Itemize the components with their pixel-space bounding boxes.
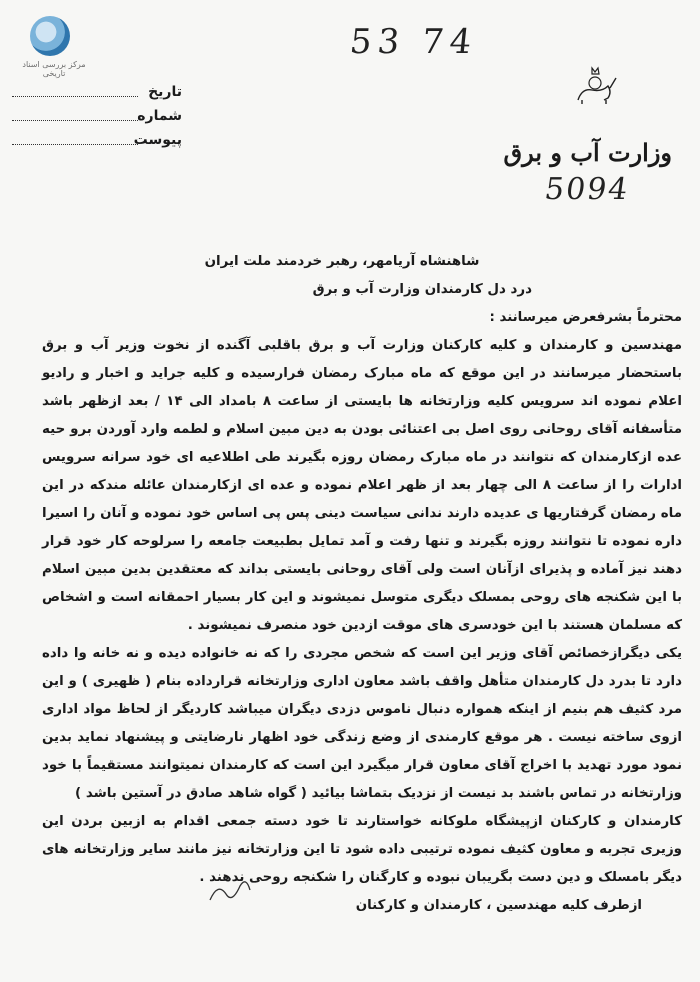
addressee-line-1: شاهنشاه آریامهر، رهبر خردمند ملت ایران: [204, 254, 480, 269]
number-line: [12, 120, 138, 121]
archive-watermark: [18, 16, 84, 76]
paragraph-1: مهندسین و کارمندان و کلیه کارکنان وزارت آب و برق باقلبی آگنده از نخوت وزیر آب و برق باستحضار میرسانند در این موقع که ماه مبارک رمضان فرارسیده و کلیه جراید و اخبار و رادیو اعلام نموده اند سرویس کلیه وزارتخانه ها بایستی از ساعت ۸ بامداد الی ۱۴ / بعد ازظهر باشد متأسفانه آقای روحانی روی اصل بی اعتنائی بودن به دین مبین اسلام و لطمه وارد آوردن برو حیه عده ازکارمندان که نتوانند در ماه مبارک رمضان روزه بگیرند طی اطلاعیه ای خود سرانه سرویس ادارات را از ساعت ۸ الی چهار بعد از ظهر اعلام نموده و عده ای ازکارمندان عائله مندکه در این ماه رمضان گرفتاریها ی عدیده دارند ندانی سیاست دینی پس پی اساس خود نموده و آنان را اسیرا داره نموده تا نتوانند روزه بگیرند و تنها رفت و آمد تمایل بطبیعت جامعه را سرلوحه کار خود قرار دهند نیز آماده و پذیرای ازآنان است ولی آقای روحانی بایستی بداند که معتقدین بدین مبین اسلام با این شکنجه های روحی بمسلک دیگری متوسل نمیشوند و این کار بسیار احمقانه است و اشخاص که مسلمان هستند با این خودسری های موقت ازدین خود منصرف نمیشوند .: [42, 338, 683, 633]
number-row: [12, 108, 182, 132]
paragraph-2: یکی دیگرازخصائص آقای وزیر این است که شخص مجردی را که نه خانواده دیده و نه خانه وا داده دارد تا بدرد دل کارمندان متأهل واقف باشد معاون اداری وزارتخانه قرارداده بنام ( ظهیری ) و این مرد کثیف هم بنیم از اینکه همواره دنبال ناموس دزدی دیگران میباشد کاردیگر از لحاظ مواد اداری ازوی ساخته نیست . هر موقع کارمندی از وضع زندگی خود اظهار نارضایتی و پیشنهاد نماید بدین نمود مورد تهدید با اخراج آقای معاون قرار میگیرد این است که کارمندان نمیتوانند مستقیماً با خود وزارتخانه در تماس باشند بد نیست از نزدیک بتماشا بیائید ( گواه شاهد صادق در آستین باشد ): [42, 646, 682, 801]
attachment-row: [12, 132, 182, 156]
attachment-label: پیوست: [133, 132, 182, 148]
number-label: شماره: [137, 108, 182, 124]
handwritten-top-number: 53 74: [347, 22, 480, 62]
lion-and-sun-emblem-icon: [572, 66, 618, 106]
ministry-title: وزارت آب و برق: [503, 138, 672, 167]
date-line: [12, 96, 138, 97]
date-label: تاریخ: [148, 84, 182, 100]
salutation: محترماً بشرفعرض میرسانند :: [489, 310, 682, 325]
attachment-line: [12, 144, 138, 145]
archive-center-logo-icon: [30, 16, 70, 56]
paragraph-3: کارمندان و کارکنان ازپیشگاه ملوکانه خواستارند تا خود دسته جمعی اقدام به ازبین بردن این وزیری تجربه و معاون کثیف نموده ترتیبی داده شود تا این وزارتخانه نیز مانند سایر وزارتخانه های دیگر بامسلک و دین دست بگریبان نبوده و کارگنان را شکنجه روحی ندهند .: [42, 814, 682, 885]
handwritten-reference-number: 5094: [542, 172, 632, 207]
letter-meta-block: [12, 84, 182, 156]
handwritten-signature-mark: [206, 876, 266, 906]
watermark-text: مرکز بررسی اسناد تاریخی: [22, 60, 86, 78]
addressee-line-2: درد دل کارمندان وزارت آب و برق: [312, 282, 532, 297]
date-row: [12, 84, 182, 108]
closing-signature-line: ازطرف کلیه مهندسین ، کارمندان و کارکنان: [355, 898, 642, 913]
letter-body: [42, 248, 682, 920]
